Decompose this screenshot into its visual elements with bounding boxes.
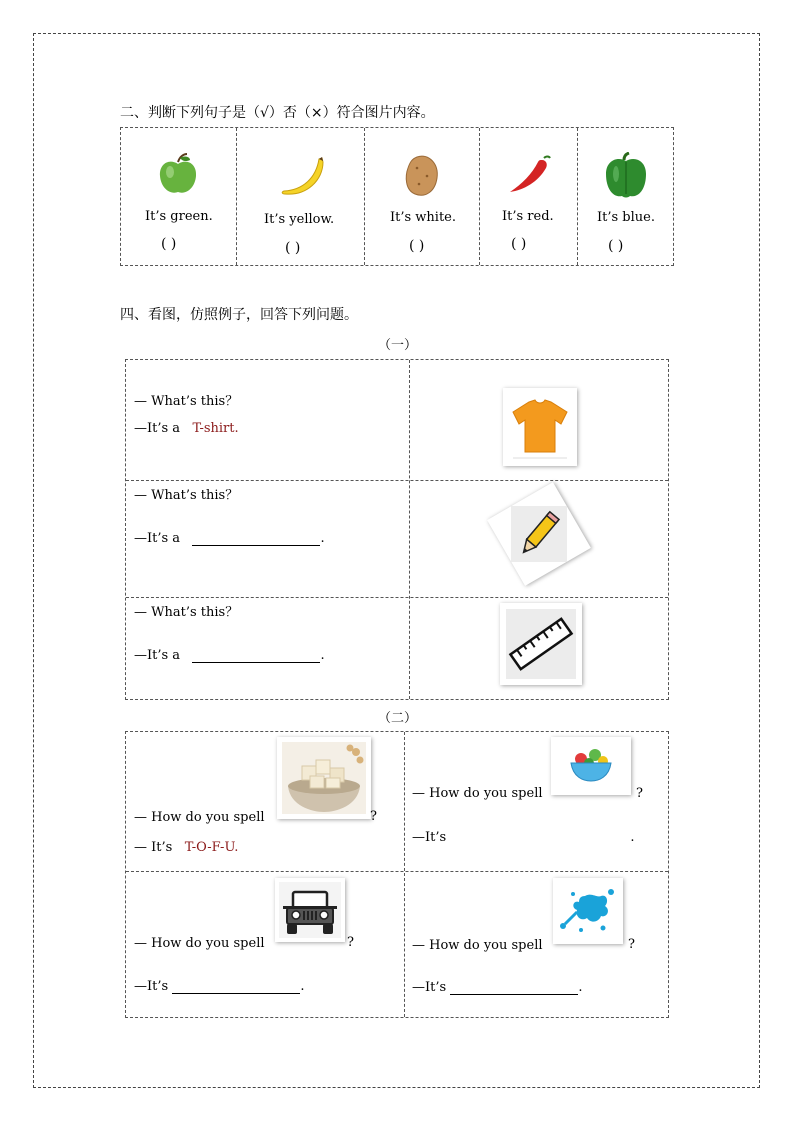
judge-table	[120, 127, 674, 266]
green-pepper-icon	[604, 152, 648, 200]
example-answer: T-O-F-U.	[184, 840, 239, 855]
potato-icon	[403, 154, 441, 198]
answer-line: — It’s T-O-F-U.	[134, 840, 239, 855]
question-text: — How do you spell	[134, 936, 265, 951]
answer-paren[interactable]: ( )	[608, 238, 624, 254]
answer-blank[interactable]	[192, 647, 320, 663]
water-splash-photo	[553, 878, 623, 944]
answer-line: —It’s a .	[134, 648, 325, 663]
answer-blank[interactable]	[450, 979, 578, 995]
jeep-photo	[275, 878, 345, 942]
question-mark: ?	[628, 937, 635, 952]
question-text: — What’s this？	[134, 394, 239, 409]
pencil-icon	[511, 506, 567, 562]
question-text: — What’s this？	[134, 605, 239, 620]
answer-paren[interactable]: ( )	[161, 236, 177, 252]
answer-line: —It’s a T-shirt.	[134, 421, 239, 436]
ruler-photo	[500, 603, 582, 685]
answer-line: —It’s .	[412, 980, 583, 995]
tofu-icon	[282, 742, 366, 814]
answer-blank[interactable]	[192, 530, 320, 546]
chili-icon	[508, 154, 552, 194]
tshirt-photo	[503, 388, 577, 466]
question-mark: ?	[370, 809, 377, 824]
question-text: — How do you spell	[412, 938, 543, 953]
pencil-photo	[487, 482, 591, 586]
question-mark: ?	[636, 786, 643, 801]
example-answer: T-shirt	[192, 421, 235, 436]
jeep-icon	[279, 882, 341, 938]
judge-item-green-pepper	[578, 128, 674, 265]
answer-paren[interactable]: ( )	[511, 236, 527, 252]
tshirt-icon	[509, 394, 571, 460]
salad-photo	[551, 737, 631, 795]
part2-label: （二）	[378, 711, 418, 726]
part1-label: （一）	[378, 338, 418, 353]
judge-text: It’s white.	[390, 210, 457, 225]
question-mark: ?	[347, 935, 354, 950]
tofu-photo	[277, 737, 371, 819]
section4-title: 四、看图，仿照例子，回答下列问题。	[120, 307, 358, 323]
answer-blank[interactable]	[172, 978, 300, 994]
salad-icon	[555, 741, 627, 783]
answer-paren[interactable]: ( )	[409, 238, 425, 254]
apple-icon	[157, 152, 199, 196]
judge-item-potato	[365, 128, 479, 265]
question-text: — How do you spell	[412, 786, 543, 801]
judge-text: It’s green.	[145, 209, 213, 224]
part2-table	[125, 731, 669, 1018]
answer-line: —It’s .	[412, 830, 635, 845]
judge-item-banana	[237, 128, 364, 265]
answer-line: —It’s a .	[134, 531, 325, 546]
part1-table	[125, 359, 669, 700]
judge-item-chili	[480, 128, 577, 265]
judge-text: It’s red.	[502, 209, 554, 224]
answer-paren[interactable]: ( )	[285, 240, 301, 256]
question-text: — How do you spell	[134, 810, 265, 825]
ruler-icon	[506, 609, 576, 679]
section2-title: 二、判断下列句子是（√）否（×）符合图片内容。	[120, 105, 435, 121]
banana-icon	[279, 156, 325, 198]
judge-text: It’s blue.	[597, 210, 655, 225]
question-text: — What’s this？	[134, 488, 239, 503]
water-splash-icon	[557, 882, 619, 940]
judge-item-apple	[121, 128, 236, 265]
answer-line: —It’s .	[134, 979, 305, 994]
judge-text: It’s yellow.	[264, 212, 335, 227]
